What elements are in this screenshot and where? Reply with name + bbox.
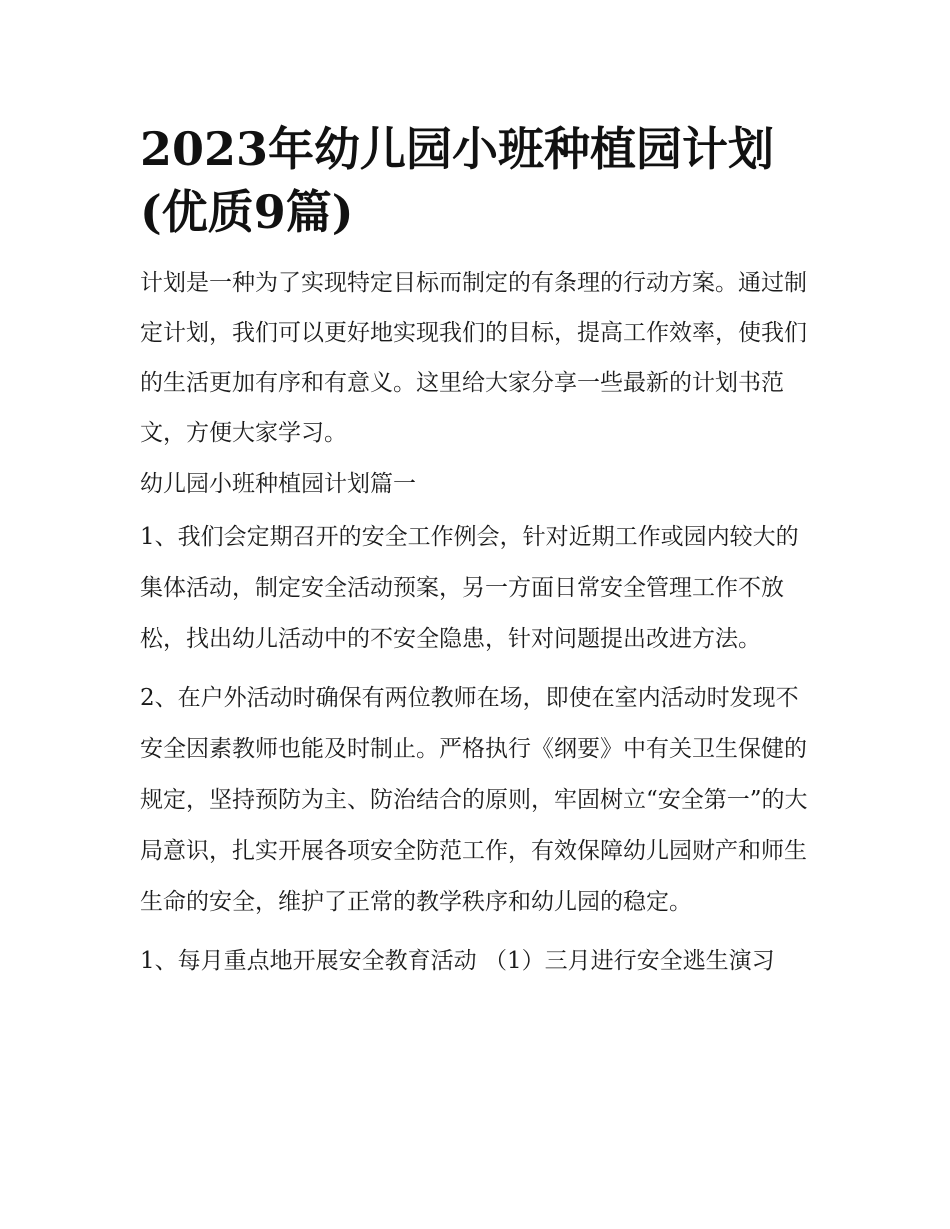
paragraph-3: 1、每月重点地开展安全教育活动 （1）三月进行安全逃生演习 <box>140 948 775 974</box>
section-heading: 幼儿园小班种植园计划篇一 <box>140 471 416 497</box>
document-body <box>140 118 812 987</box>
document-title: 2023年幼儿园小班种植园计划(优质9篇) <box>140 122 775 239</box>
paragraph-2: 2、在户外活动时确保有两位教师在场，即使在室内活动时发现不安全因素教师也能及时制止。严格执行《纲要》中有关卫生保健的规定，坚持预防为主、防治结合的原则，牢固树立“安全第一”的大局意识，扎实开展各项安全防范工作，有效保障幼儿园财产和师生生命的安全，维护了正常的教学秩序和幼儿园的稳定。 <box>140 685 808 915</box>
intro-paragraph: 计划是一种为了实现特定目标而制定的有条理的行动方案。通过制定计划，我们可以更好地实现我们的目标，提高工作效率，使我们的生活更加有序和有意义。这里给大家分享一些最新的计划书范文，方便大家学习。 <box>140 270 807 446</box>
paragraph-1: 1、我们会定期召开的安全工作例会，针对近期工作或园内较大的集体活动，制定安全活动预案，另一方面日常安全管理工作不放松，找出幼儿活动中的不安全隐患，针对问题提出改进方法。 <box>140 524 799 652</box>
